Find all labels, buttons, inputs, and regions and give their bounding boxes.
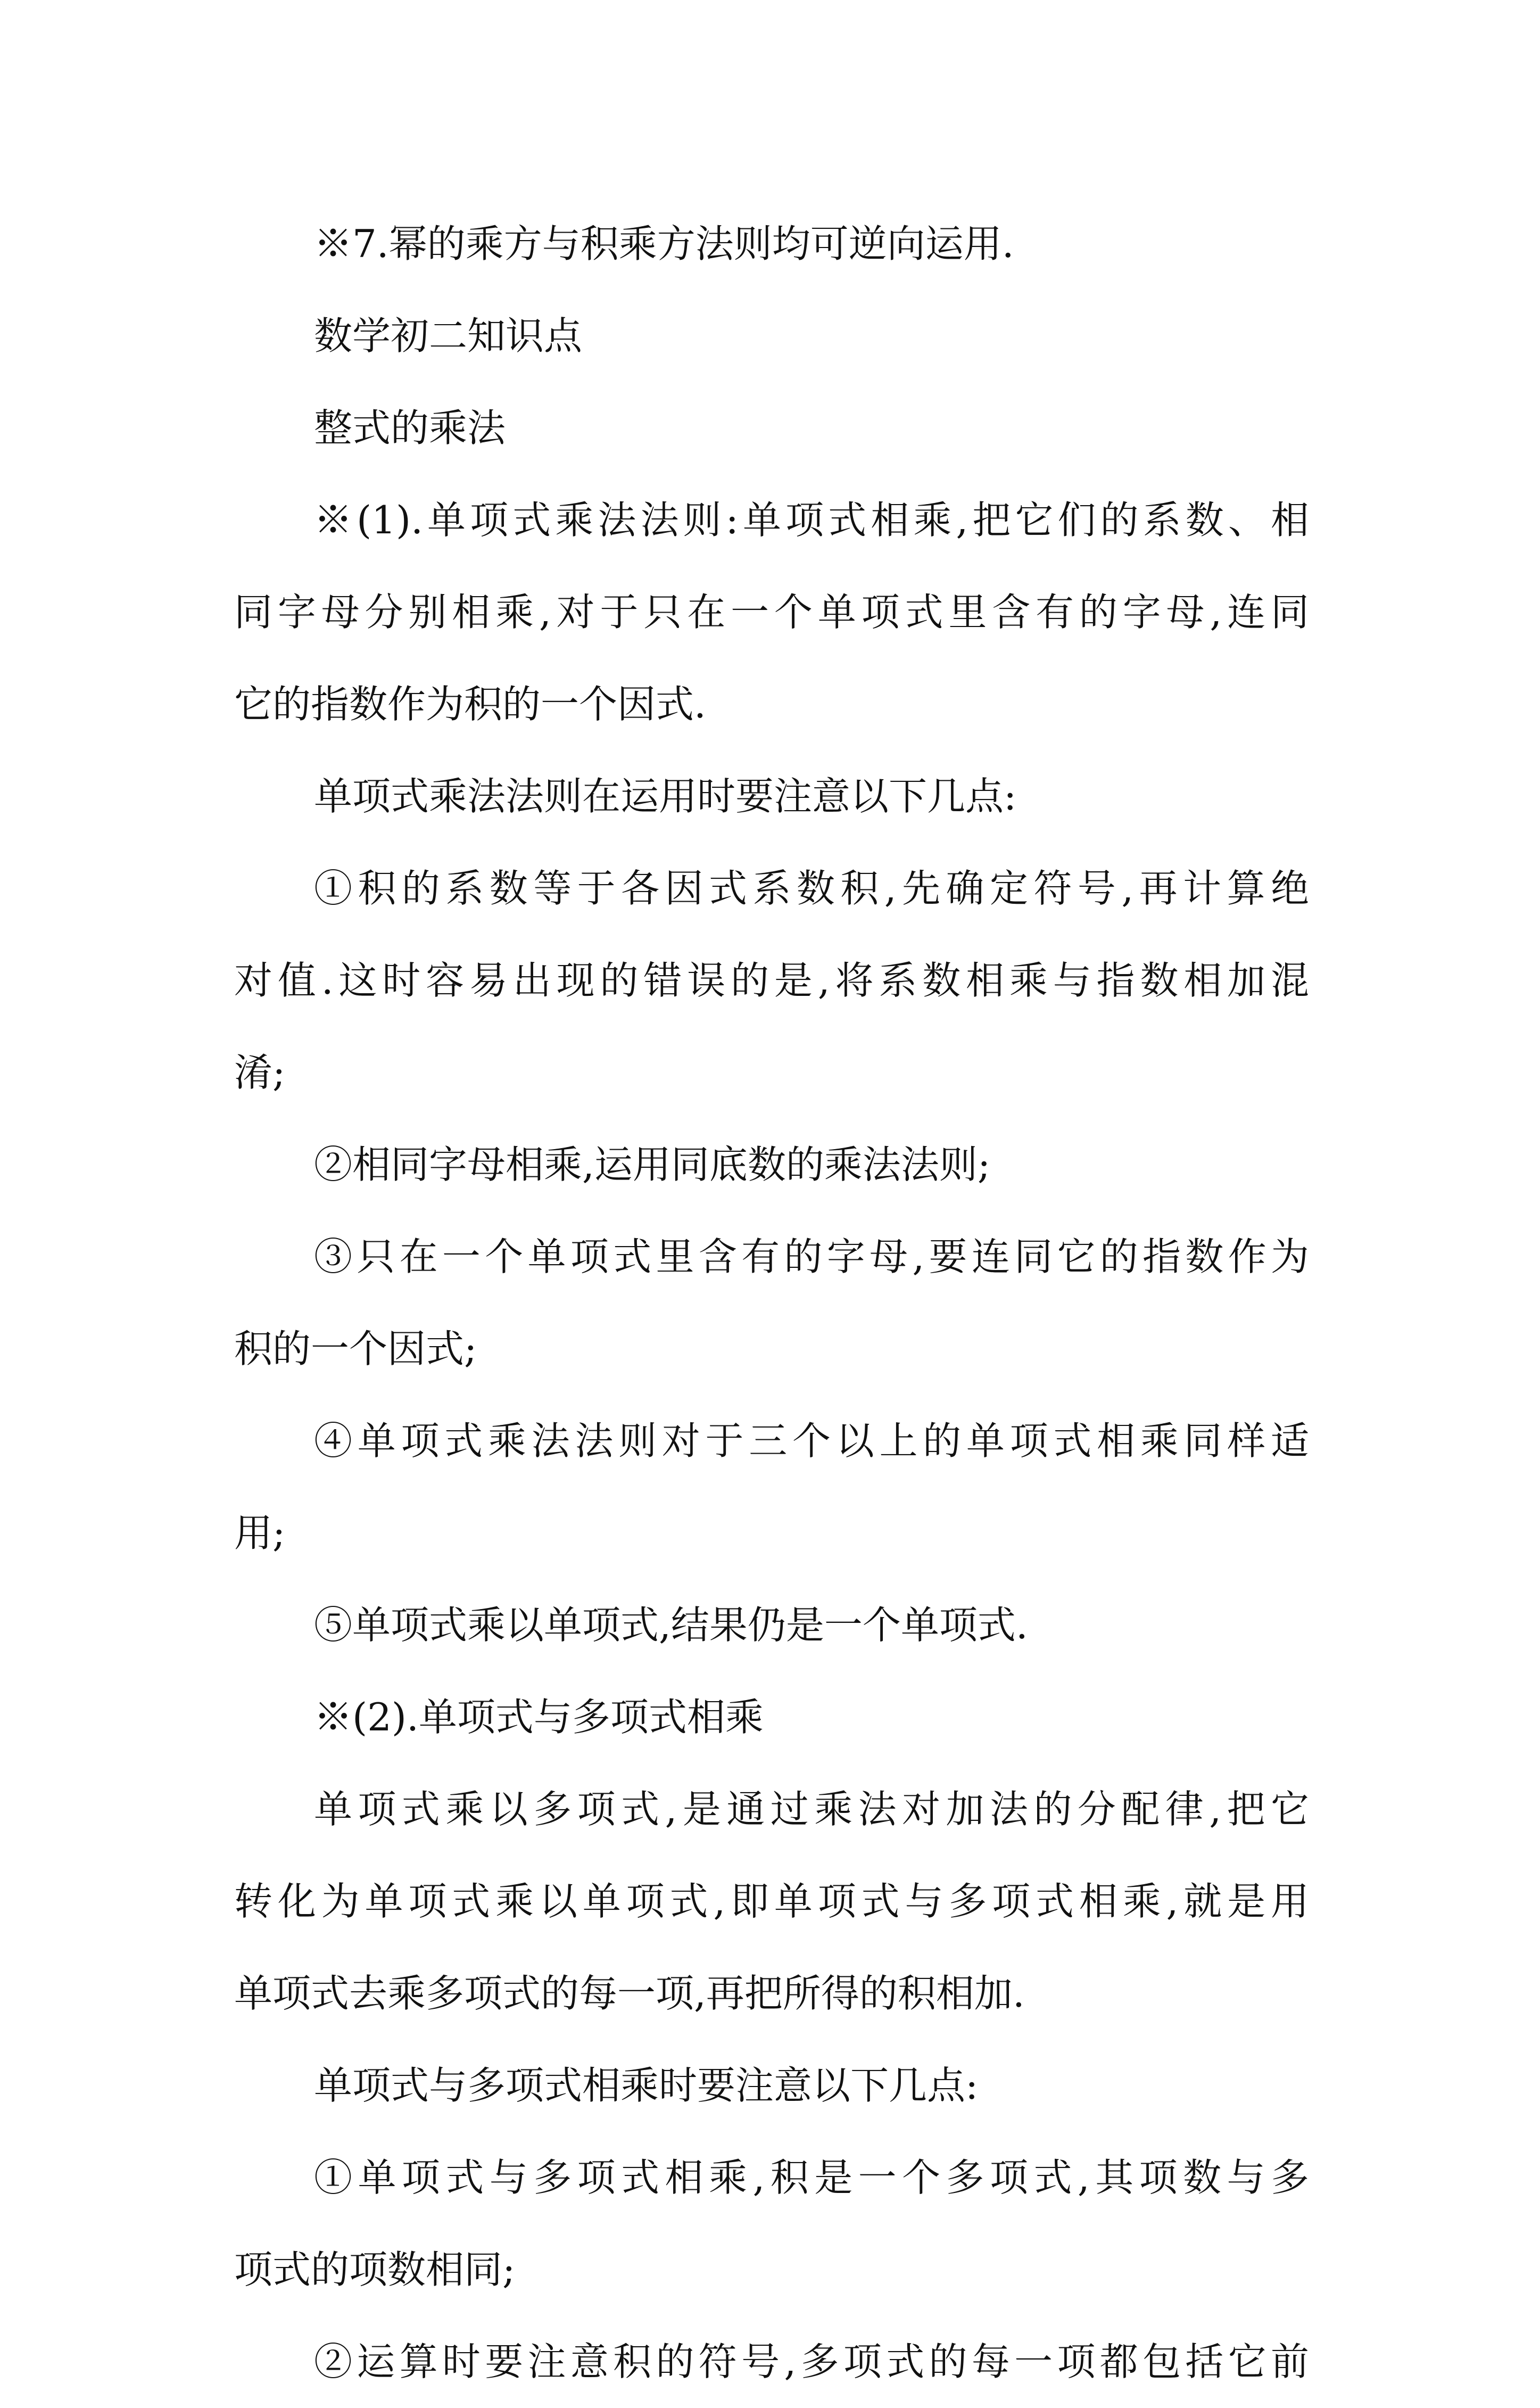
text-line: 积的一个因式; xyxy=(234,1326,477,1371)
text-line: 单项式与多项式相乘时要注意以下几点: xyxy=(314,2063,979,2108)
text-line: 单项式乘以多项式,是通过乘法对加法的分配律,把它 xyxy=(314,1787,1309,1832)
text-line: 对值.这时容易出现的错误的是,将系数相乘与指数相加混 xyxy=(234,958,1309,1003)
text-line-rule-7: ※7.幂的乘方与积乘方法则均可逆向运用. xyxy=(314,221,1014,266)
document-body xyxy=(234,198,1309,2408)
text-line: 淆; xyxy=(234,1050,286,1095)
text-line: ④单项式乘法法则对于三个以上的单项式相乘同样适 xyxy=(314,1419,1309,1463)
text-line: 它的指数作为积的一个因式. xyxy=(234,682,706,727)
text-line: 同字母分别相乘,对于只在一个单项式里含有的字母,连同 xyxy=(234,590,1309,634)
text-line: 用; xyxy=(234,1511,286,1555)
text-line: ※(2).单项式与多项式相乘 xyxy=(314,1695,764,1739)
text-line: 单项式乘法法则在运用时要注意以下几点: xyxy=(314,774,1017,819)
text-line: 转化为单项式乘以单项式,即单项式与多项式相乘,就是用 xyxy=(234,1879,1309,1924)
subsection-heading: 整式的乘法 xyxy=(314,406,506,450)
text-line: ①单项式与多项式相乘,积是一个多项式,其项数与多 xyxy=(314,2155,1309,2200)
text-line: ②运算时要注意积的符号,多项式的每一项都包括它前 xyxy=(314,2339,1309,2384)
text-line: ⑤单项式乘以单项式,结果仍是一个单项式. xyxy=(314,1603,1028,1647)
text-line: ※(1).单项式乘法法则:单项式相乘,把它们的系数、相 xyxy=(314,498,1309,542)
text-line: ②相同字母相乘,运用同底数的乘法法则; xyxy=(314,1142,991,1187)
text-line: 单项式去乘多项式的每一项,再把所得的积相加. xyxy=(234,1971,1025,2016)
section-heading: 数学初二知识点 xyxy=(314,314,583,358)
text-line: 项式的项数相同; xyxy=(234,2247,516,2292)
text-line: ③只在一个单项式里含有的字母,要连同它的指数作为 xyxy=(314,1234,1309,1279)
text-line: ①积的系数等于各因式系数积,先确定符号,再计算绝 xyxy=(314,866,1309,911)
